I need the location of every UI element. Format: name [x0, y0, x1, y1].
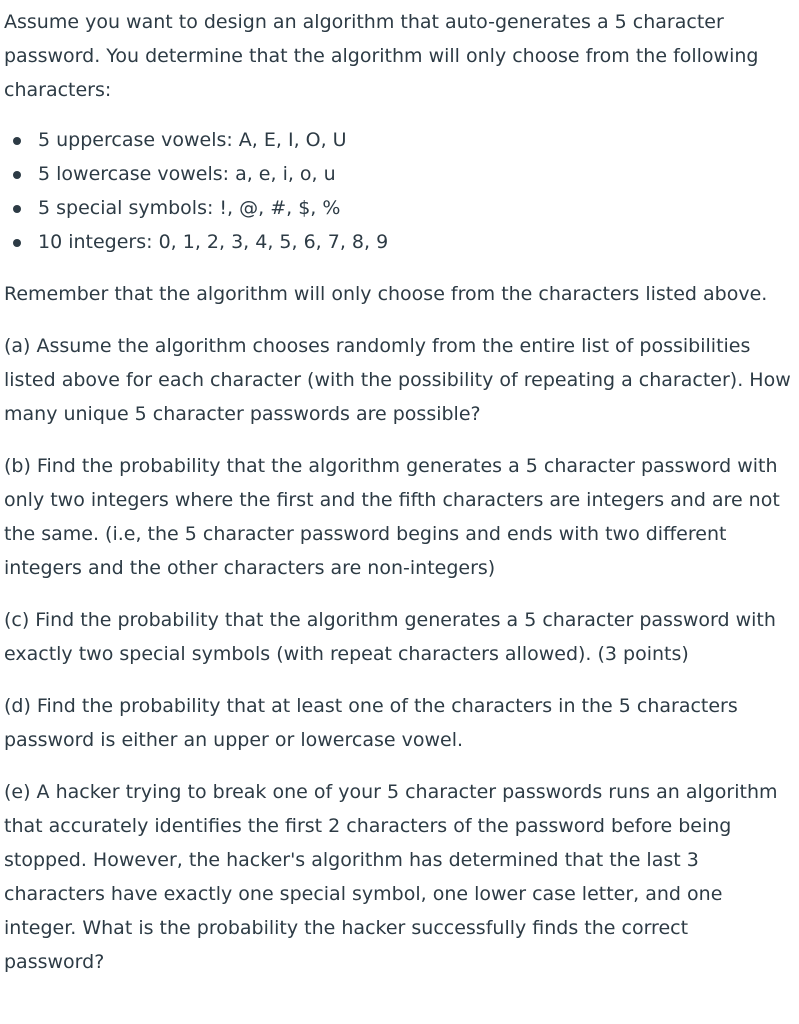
list-item-special-symbols: 5 special symbols: !, @, #, $, %	[38, 191, 793, 225]
question-part-b: (b) Find the probability that the algorithm generates a 5 character password with only two integers where the first and the fifth characters are integers and are not the same. (i.e, the 5 character password begins and ends with two different integers and the other characters are non-integers)	[4, 455, 780, 579]
list-item-integers: 10 integers: 0, 1, 2, 3, 4, 5, 6, 7, 8, 9	[38, 225, 793, 259]
question-part-c: (c) Find the probability that the algorithm generates a 5 character password with exactly two special symbols (with repeat characters allowed). (3 points)	[4, 609, 776, 665]
intro-paragraph: Assume you want to design an algorithm that auto-generates a 5 character password. You determine that the algorithm will only choose from the following characters:	[4, 11, 759, 101]
question-part-a: (a) Assume the algorithm chooses randomly from the entire list of possibilities listed above for each character (with the possibility of repeating a character). How many unique 5 character passwords are possible?	[4, 335, 791, 425]
question-part-e: (e) A hacker trying to break one of your 5 character passwords runs an algorithm that accurately identifies the first 2 characters of the password before being stopped. However, the hacker's algorithm has determined that the last 3 characters have exactly one special symbol, one lower case letter, and one integer. What is the probability the hacker successfully finds the correct password?	[4, 781, 778, 973]
question-part-d: (d) Find the probability that at least one of the characters in the 5 characters password is either an upper or lowercase vowel.	[4, 695, 738, 751]
remember-paragraph: Remember that the algorithm will only choose from the characters listed above.	[4, 283, 768, 305]
list-item-lowercase-vowels: 5 lowercase vowels: a, e, i, o, u	[38, 157, 793, 191]
character-set-list	[4, 123, 793, 259]
list-item-uppercase-vowels: 5 uppercase vowels: A, E, I, O, U	[38, 123, 793, 157]
